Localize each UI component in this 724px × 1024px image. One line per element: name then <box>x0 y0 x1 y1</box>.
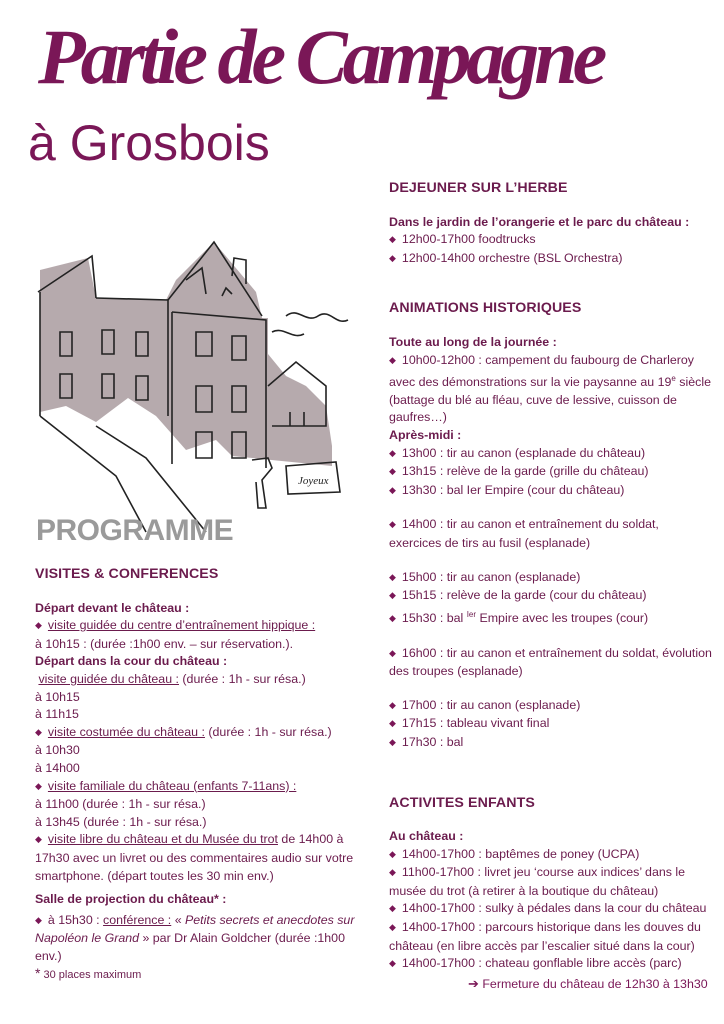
dejeuner-item-text: 12h00-17h00 foodtrucks <box>401 232 536 247</box>
depart-cour-label: Départ dans la cour du château : <box>35 654 228 669</box>
diamond-bullet-icon: ◆ <box>389 590 396 601</box>
diamond-bullet-icon: ◆ <box>389 484 396 495</box>
animation-item-text-end: Empire avec les troupes (cour) <box>476 610 649 625</box>
diamond-bullet-icon: ◆ <box>389 958 396 969</box>
programme-heading: PROGRAMME <box>36 514 234 547</box>
diamond-bullet-icon: ◆ <box>389 252 396 263</box>
list-item <box>389 482 714 501</box>
time-line: à 10h15 <box>35 689 80 704</box>
dejeuner-intro: Dans le jardin de l’orangerie et le parc du château : <box>389 214 690 229</box>
poster-subtitle: à Grosbois <box>28 115 270 171</box>
salle-projection-label: Salle de projection du château* : <box>35 892 227 907</box>
time-line: à 11h15 <box>35 707 79 722</box>
diamond-bullet-icon: ◆ <box>35 726 42 737</box>
poster-title: Partie de Campagne <box>38 13 603 100</box>
time-line: à 14h00 <box>35 760 80 775</box>
conference-title: Petits secrets et anecdotes sur Napoléon le Grand <box>35 912 355 946</box>
enfants-item-text: 14h00-17h00 : sulky à pédales dans la cour du château <box>401 901 707 916</box>
centre-time: à 10h15 : (durée :1h00 env. – sur réservation.). <box>35 636 294 651</box>
list-item <box>389 445 714 464</box>
list-item <box>389 250 714 269</box>
animation-item-text: 13h15 : relève de la garde (grille du château) <box>401 464 649 479</box>
time-line: à 11h00 (durée : 1h - sur résa.) <box>35 797 206 812</box>
diamond-bullet-icon: ◆ <box>389 612 396 623</box>
list-item <box>389 900 714 919</box>
diamond-bullet-icon: ◆ <box>389 466 396 477</box>
list-item <box>389 955 714 974</box>
enfants-item-text: 14h00-17h00 : parcours historique dans les douves du château (en libre accès par l’escalier situé dans la cour) <box>389 920 701 953</box>
visites-heading: VISITES & CONFERENCES <box>35 566 219 582</box>
list-item <box>35 671 365 689</box>
time-line: à 13h45 (durée : 1h - sur résa.) <box>35 814 207 829</box>
visite-guidee-link[interactable]: visite guidée du château : <box>38 671 179 686</box>
enfants-item-text: 11h00-17h00 : livret jeu ‘course aux indices’ dans le musée du trot (à retirer à la boutique du château) <box>389 865 686 898</box>
animation-item-text: 13h00 : tir au canon (esplanade du château) <box>401 445 646 460</box>
conference-speaker: » par Dr Alain Goldcher (durée :1h00 env.) <box>35 931 345 963</box>
list-item <box>389 864 714 900</box>
visite-libre-text: de 14h00 à 17h30 avec un livret ou des commentaires audio sur votre smartphone. (départ toutes les 30 min env.) <box>35 832 354 883</box>
animation-item-text: 14h00 : tir au canon et entraînement du soldat, exercices de tirs au fusil (esplanade) <box>389 517 659 551</box>
campement-text-end: siècle (battage du blé au fléau, cuve de lessive, cuisson de gaufres…) <box>389 375 711 425</box>
diamond-bullet-icon: ◆ <box>389 867 396 878</box>
animation-item-text: 17h15 : tableau vivant final <box>401 716 550 731</box>
list-item <box>389 645 714 681</box>
diamond-bullet-icon: ◆ <box>35 620 42 631</box>
diamond-bullet-icon: ◆ <box>389 718 396 729</box>
list-item <box>389 919 714 955</box>
animation-item-text: 16h00 : tir au canon et entraînement du soldat, évolution des troupes (esplanade) <box>389 645 712 679</box>
animation-item-text: 17h30 : bal <box>401 734 464 749</box>
footnote-star: * <box>35 965 41 982</box>
visites-section <box>35 566 365 985</box>
centre-entrainement-link[interactable]: visite guidée du centre d’entraînement hippique : <box>47 618 316 633</box>
list-item <box>389 587 714 606</box>
arrow-right-icon: ➔ <box>468 976 479 991</box>
dejeuner-item-text: 12h00-14h00 orchestre (BSL Orchestra) <box>401 250 623 265</box>
list-item <box>389 606 714 629</box>
sketch-sign-text: Joyeux <box>298 475 329 487</box>
diamond-bullet-icon: ◆ <box>35 834 42 845</box>
visite-costumee-note: (durée : 1h - sur résa.) <box>204 724 332 739</box>
diamond-bullet-icon: ◆ <box>389 647 396 658</box>
campement-sup: e <box>671 374 676 384</box>
animation-item-text: 15h15 : relève de la garde (cour du château) <box>401 588 647 603</box>
diamond-bullet-icon: ◆ <box>389 699 396 710</box>
diamond-bullet-icon: ◆ <box>389 447 396 458</box>
animation-item-text: 13h30 : bal Ier Empire (cour du château) <box>401 482 625 497</box>
diamond-bullet-icon: ◆ <box>389 354 396 365</box>
diamond-bullet-icon: ◆ <box>389 519 396 530</box>
conference-link[interactable]: conférence : <box>103 912 172 927</box>
diamond-bullet-icon: ◆ <box>389 234 396 245</box>
list-item <box>389 715 714 734</box>
list-item <box>389 352 714 428</box>
diamond-bullet-icon: ◆ <box>35 914 42 925</box>
animation-item-text: 17h00 : tir au canon (esplanade) <box>401 697 581 712</box>
animation-item-text: 15h00 : tir au canon (esplanade) <box>401 569 581 584</box>
list-item <box>389 734 714 753</box>
castle-sketch-illustration <box>36 236 354 536</box>
enfants-item-text: 14h00-17h00 : baptêmes de poney (UCPA) <box>401 846 640 861</box>
diamond-bullet-icon: ◆ <box>389 922 396 933</box>
diamond-bullet-icon: ◆ <box>389 571 396 582</box>
visite-familiale-link[interactable]: visite familiale du château (enfants 7-11ans) : <box>47 778 297 793</box>
diamond-bullet-icon: ◆ <box>389 848 396 859</box>
visite-guidee-note: (durée : 1h - sur résa.) <box>178 671 306 686</box>
list-item <box>35 724 365 743</box>
conference-time: à 15h30 : <box>47 912 104 927</box>
apres-midi-label: Après-midi : <box>389 428 462 443</box>
visite-costumee-link[interactable]: visite costumée du château : <box>47 724 205 739</box>
empire-sup: Ier <box>466 609 477 619</box>
list-item <box>389 569 714 588</box>
diamond-bullet-icon: ◆ <box>389 736 396 747</box>
campement-text: 10h00-12h00 : campement du faubourg de Charleroy avec des démonstrations sur la vie paysanne au 19 <box>389 352 694 390</box>
time-line: à 10h30 <box>35 743 80 758</box>
list-item <box>35 831 365 885</box>
list-item <box>389 846 714 865</box>
conference-item <box>35 912 365 966</box>
conference-quote-open: « <box>171 912 186 927</box>
diamond-bullet-icon: ◆ <box>389 903 396 914</box>
enfants-intro: Au château : <box>389 829 464 844</box>
list-item <box>35 617 365 636</box>
animations-intro: Toute au long de la journée : <box>389 334 557 349</box>
right-column <box>389 180 714 974</box>
list-item <box>389 516 714 552</box>
footnote <box>35 965 365 985</box>
closing-notice <box>468 976 708 992</box>
list-item <box>389 231 714 250</box>
visite-libre-link[interactable]: visite libre du château et du Musée du trot <box>47 832 278 847</box>
dejeuner-heading: DEJEUNER SUR L’HERBE <box>389 180 568 196</box>
depart-chateau-label: Départ devant le château : <box>35 600 190 615</box>
closing-notice-text: Fermeture du château de 12h30 à 13h30 <box>482 977 708 991</box>
list-item <box>35 778 365 797</box>
enfants-heading: ACTIVITES ENFANTS <box>389 794 535 811</box>
diamond-bullet-icon: ◆ <box>35 780 42 791</box>
enfants-item-text: 14h00-17h00 : chateau gonflable libre accès (parc) <box>401 956 682 971</box>
list-item <box>389 463 714 482</box>
animations-heading: ANIMATIONS HISTORIQUES <box>389 300 582 317</box>
footnote-text: 30 places maximum <box>40 969 142 982</box>
list-item <box>389 697 714 716</box>
animation-item-text: 15h30 : bal <box>401 610 467 625</box>
